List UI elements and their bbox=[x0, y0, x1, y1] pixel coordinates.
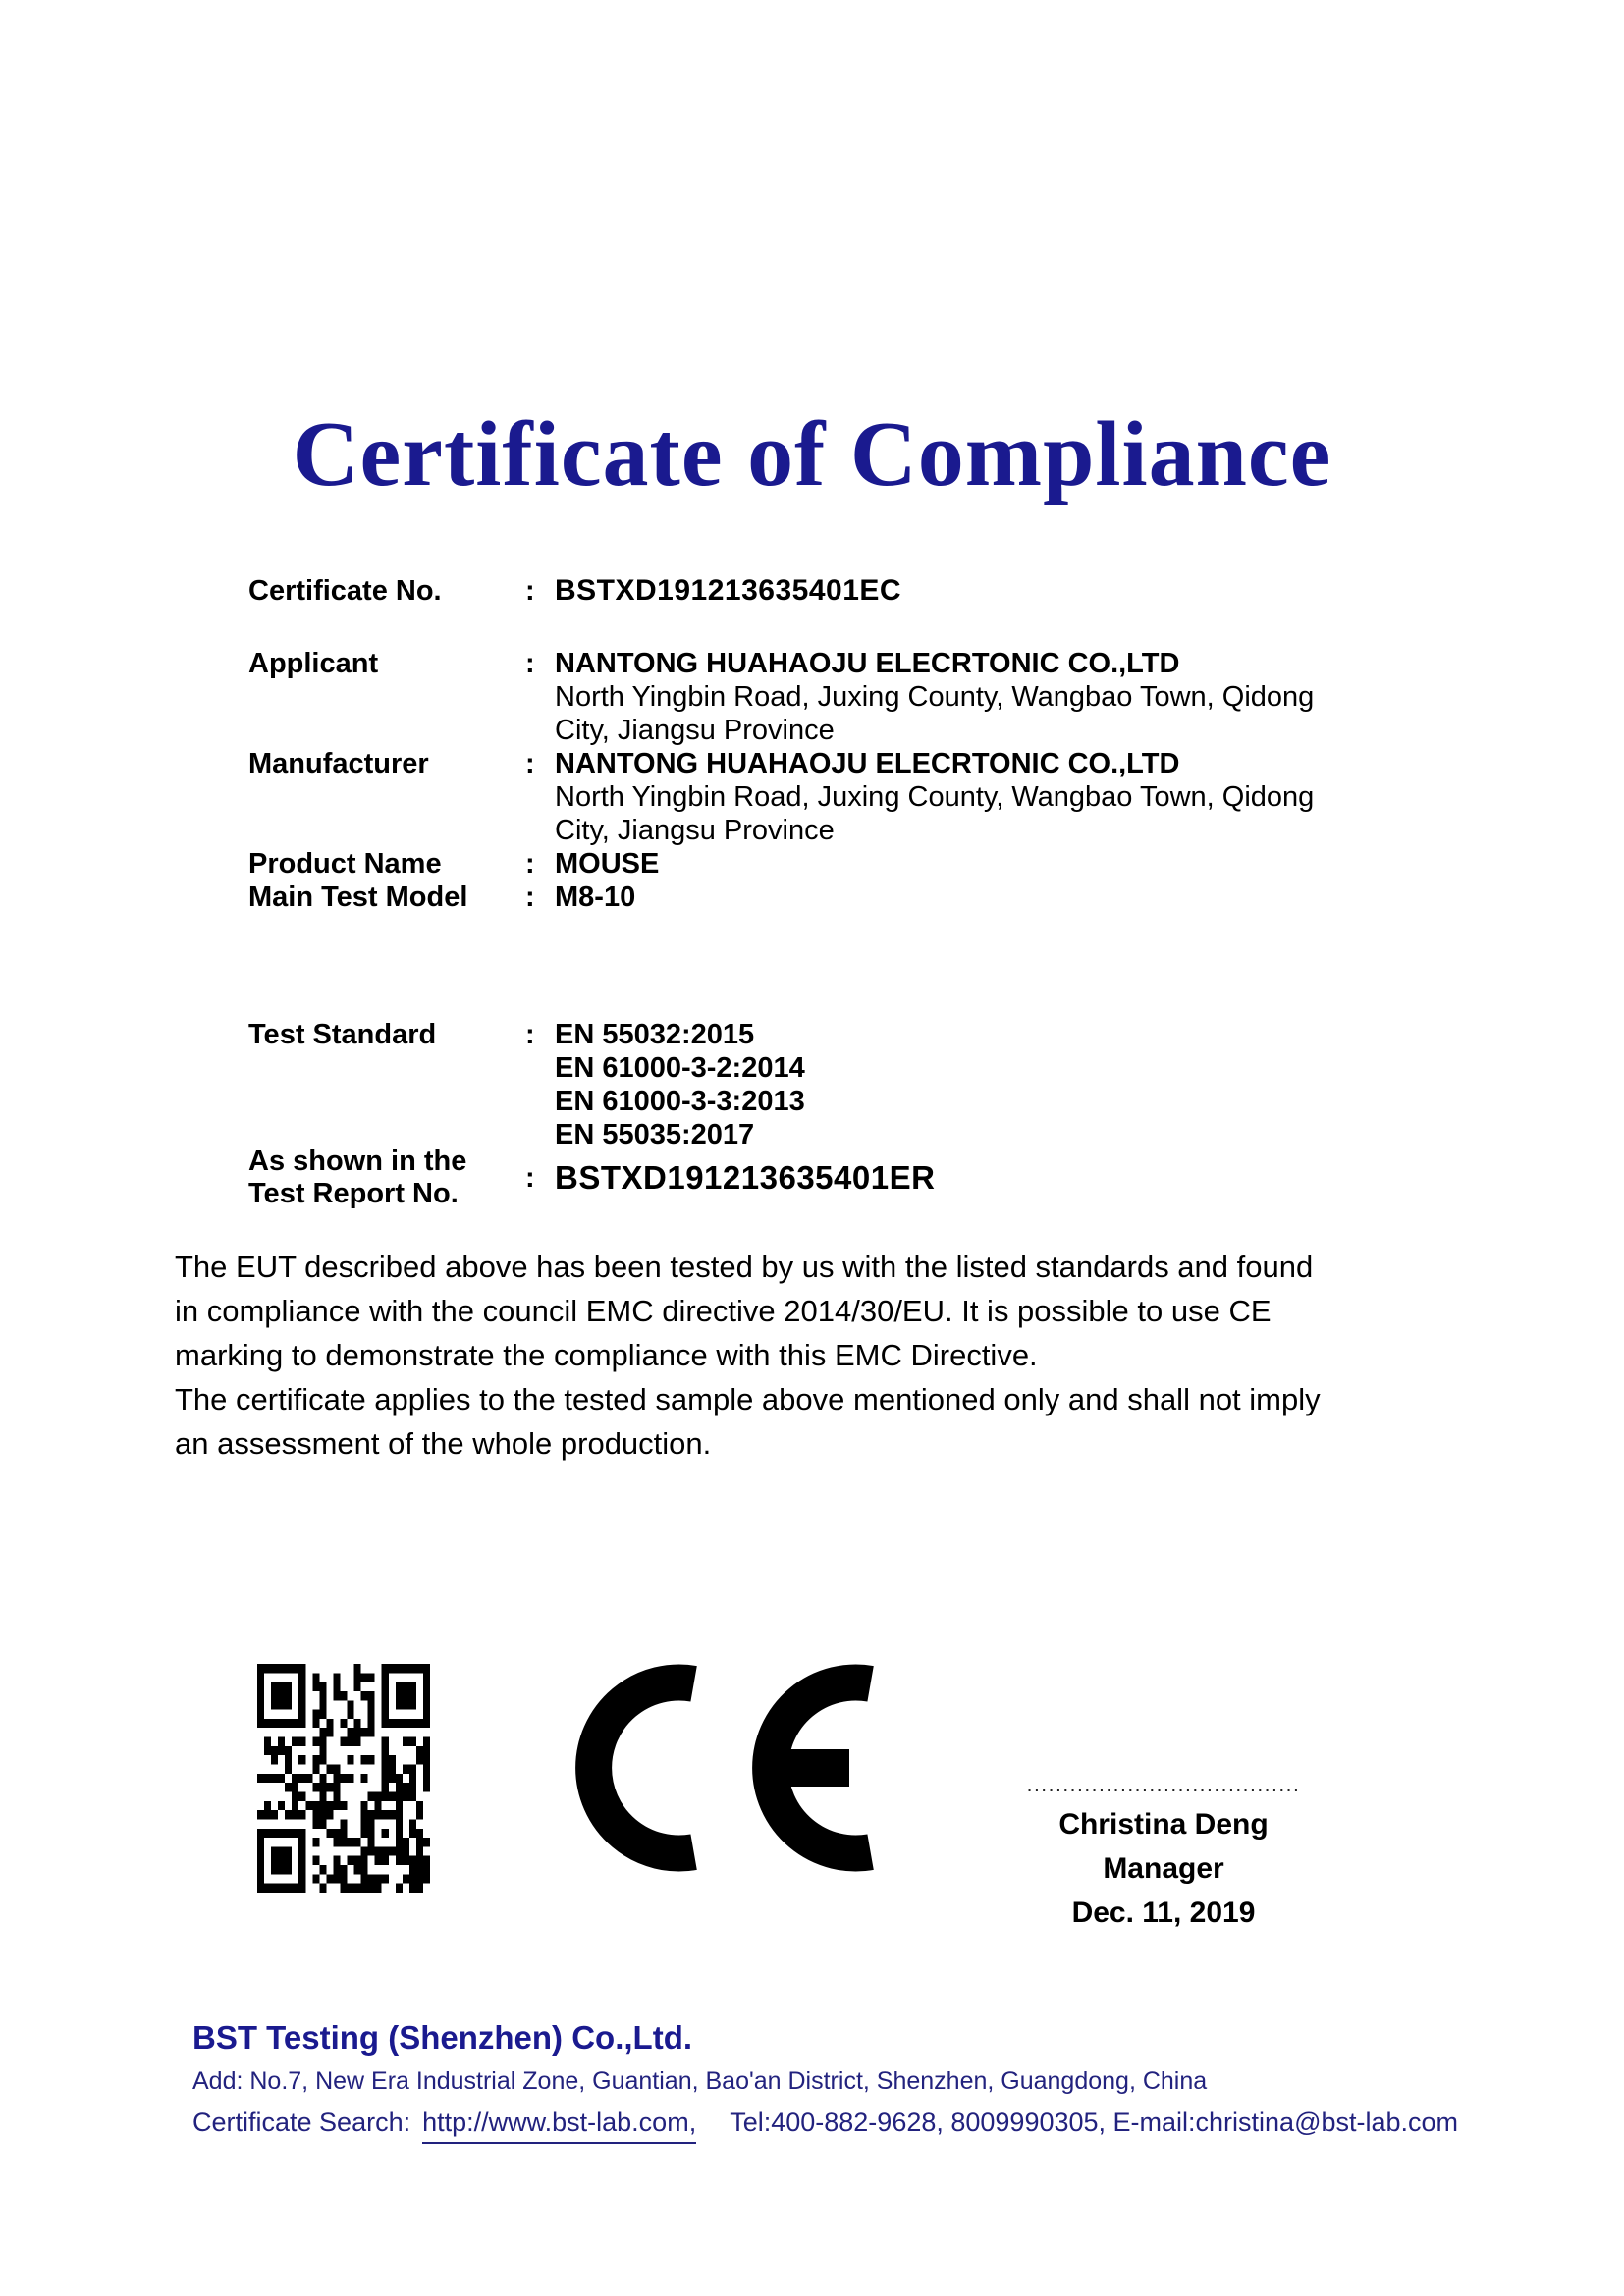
product-name-value: MOUSE bbox=[555, 848, 660, 880]
lab-address: Add: No.7, New Era Industrial Zone, Guantian, Bao'an District, Shenzhen, Guangdong, China bbox=[192, 2067, 1208, 2095]
field-certificate-no bbox=[248, 574, 1466, 608]
applicant-address-line1: North Yingbin Road, Juxing County, Wangbao Town, Qidong bbox=[555, 681, 1315, 713]
signatory-role: Manager bbox=[1103, 1852, 1224, 1885]
applicant-name: NANTONG HUAHAOJU ELECRTONIC CO.,LTD bbox=[555, 648, 1180, 679]
ce-marking-icon bbox=[574, 1663, 874, 1873]
field-label: Manufacturer bbox=[248, 748, 429, 779]
field-label: Applicant bbox=[248, 648, 379, 679]
field-colon: : bbox=[525, 648, 535, 679]
field-label: Certificate No. bbox=[248, 575, 442, 607]
test-standard-item: EN 61000-3-2:2014 bbox=[555, 1052, 805, 1084]
field-colon: : bbox=[525, 848, 535, 880]
statement-line: marking to demonstrate the compliance with this EMC Directive. bbox=[175, 1338, 1038, 1372]
test-standard-item: EN 61000-3-3:2013 bbox=[555, 1086, 805, 1117]
statement-line: an assessment of the whole production. bbox=[175, 1426, 712, 1461]
field-main-test-model bbox=[248, 881, 1466, 914]
manufacturer-address-line1: North Yingbin Road, Juxing County, Wangbao Town, Qidong bbox=[555, 781, 1315, 813]
field-label: Test Standard bbox=[248, 1019, 437, 1050]
certificate-search-row bbox=[192, 2103, 1469, 2144]
field-applicant bbox=[248, 647, 1466, 747]
field-label-line1: As shown in the bbox=[248, 1146, 467, 1177]
field-colon: : bbox=[525, 1162, 535, 1194]
field-product-name bbox=[248, 847, 1466, 881]
certificate-number: BSTXD191213635401EC bbox=[555, 574, 902, 607]
test-report-number: BSTXD191213635401ER bbox=[555, 1159, 936, 1196]
lab-company-name: BST Testing (Shenzhen) Co.,Ltd. bbox=[192, 2019, 693, 2056]
certificate-search-link[interactable]: http://www.bst-lab.com, bbox=[422, 2103, 696, 2144]
field-label-line2: Test Report No. bbox=[248, 1178, 459, 1209]
test-standard-list bbox=[555, 1018, 1466, 1151]
statement-line: The certificate applies to the tested sample above mentioned only and shall not imply bbox=[175, 1382, 1321, 1416]
field-label bbox=[248, 1146, 525, 1210]
certificate-title: Certificate of Compliance bbox=[292, 403, 1332, 506]
signature-dotted-line: ...................................... bbox=[1026, 1774, 1301, 1796]
statement-line: The EUT described above has been tested by us with the listed standards and found bbox=[175, 1250, 1314, 1284]
field-label: Main Test Model bbox=[248, 881, 468, 913]
certificate-search-label: Certificate Search: bbox=[192, 2108, 411, 2137]
applicant-address-line2: City, Jiangsu Province bbox=[555, 715, 835, 746]
field-colon: : bbox=[525, 1019, 535, 1050]
signatory-name: Christina Deng bbox=[1058, 1808, 1269, 1841]
field-label: Product Name bbox=[248, 848, 442, 880]
field-colon: : bbox=[525, 881, 535, 913]
test-standard-item: EN 55035:2017 bbox=[555, 1119, 755, 1150]
field-colon: : bbox=[525, 748, 535, 779]
signature-date: Dec. 11, 2019 bbox=[1071, 1896, 1256, 1929]
compliance-statement bbox=[175, 1245, 1461, 1466]
applicant-value bbox=[555, 647, 1466, 747]
statement-line: in compliance with the council EMC directive 2014/30/EU. It is possible to use CE bbox=[175, 1294, 1272, 1328]
manufacturer-name: NANTONG HUAHAOJU ELECRTONIC CO.,LTD bbox=[555, 748, 1180, 779]
manufacturer-address-line2: City, Jiangsu Province bbox=[555, 815, 835, 846]
field-test-standard bbox=[248, 1018, 1466, 1151]
test-standard-item: EN 55032:2015 bbox=[555, 1019, 755, 1050]
field-colon: : bbox=[525, 575, 535, 607]
main-test-model-value: M8-10 bbox=[555, 881, 636, 913]
field-test-report-no bbox=[248, 1146, 1466, 1210]
certificate-fields bbox=[248, 574, 1466, 1210]
footer bbox=[192, 2018, 1469, 2144]
manufacturer-value bbox=[555, 747, 1466, 847]
signature-block bbox=[997, 1775, 1330, 1935]
qr-code bbox=[257, 1664, 430, 1893]
lab-contacts: Tel:400-882-9628, 8009990305, E-mail:christina@bst-lab.com bbox=[730, 2108, 1459, 2137]
field-manufacturer bbox=[248, 747, 1466, 847]
